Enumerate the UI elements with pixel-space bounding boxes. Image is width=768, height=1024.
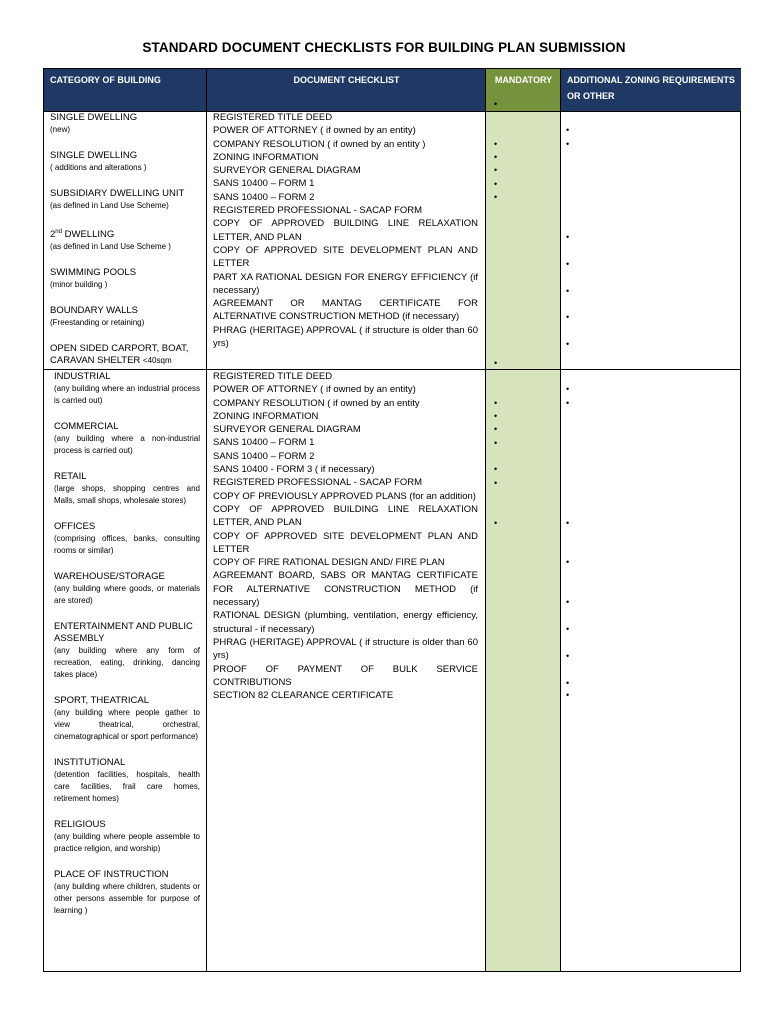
document-item: COPY OF APPROVED BUILDING LINE RELAXATION LETTER, AND PLAN [213, 503, 478, 529]
section-1-documents [213, 111, 478, 350]
additional-bullet: • [566, 384, 570, 394]
mandatory-bullet: • [494, 424, 498, 434]
category-name: SINGLE DWELLING [50, 150, 138, 161]
category-name: SPORT, THEATRICAL [54, 695, 150, 706]
document-item: REGISTERED PROFESSIONAL - SACAP FORM [213, 205, 423, 217]
category-item [50, 188, 200, 212]
additional-bullet: • [566, 624, 570, 634]
additional-bullet: • [566, 557, 570, 567]
mandatory-bullet: • [494, 99, 498, 109]
header-mandatory: MANDATORY [486, 69, 561, 111]
document-item: PHRAG (HERITAGE) APPROVAL ( if structure is older than 60 yrs) [213, 636, 478, 662]
document-item: SANS 10400 - FORM 3 ( if necessary) [213, 464, 375, 476]
category-name: SINGLE DWELLING [50, 112, 138, 123]
page-title: STANDARD DOCUMENT CHECKLISTS FOR BUILDING PLAN SUBMISSION [142, 40, 626, 55]
additional-bullet: • [566, 597, 570, 607]
mandatory-bullet: • [494, 464, 498, 474]
document-item: COPY OF APPROVED BUILDING LINE RELAXATION LETTER, AND PLAN [213, 218, 478, 243]
mandatory-column-bg [486, 111, 561, 971]
additional-bullet: • [566, 398, 570, 408]
category-name: 2nd DWELLING [50, 229, 115, 241]
category-item [54, 421, 200, 457]
category-name: OPEN SIDED CARPORT, BOAT, CARAVAN SHELTER <40sqm [50, 343, 189, 367]
category-item [54, 371, 200, 407]
mandatory-bullet: • [494, 179, 498, 189]
category-description: (as defined in Land Use Scheme ) [50, 242, 171, 252]
mandatory-bullet: • [494, 358, 498, 368]
document-item: SANS 10400 – FORM 2 [213, 450, 315, 462]
category-item [50, 305, 200, 329]
document-item: AGREEMANT BOARD, SABS OR MANTAG CERTIFICATE FOR ALTERNATIVE CONSTRUCTION METHOD (if necessary) [213, 570, 478, 609]
additional-bullet: • [566, 678, 570, 688]
category-name: INDUSTRIAL [54, 371, 111, 382]
mandatory-bullet: • [494, 411, 498, 421]
category-description: (comprising offices, banks, consulting rooms or similar) [54, 534, 200, 555]
additional-bullet: • [566, 125, 570, 135]
additional-bullet: • [566, 232, 570, 242]
additional-bullet: • [566, 259, 570, 269]
category-name: SUBSIDIARY DWELLING UNIT [50, 188, 185, 199]
category-description: (any building where people assemble to practice religion, and worship) [54, 832, 200, 853]
header-category: CATEGORY OF BUILDING [44, 69, 207, 111]
category-description: (any building where goods, or materials are stored) [54, 584, 200, 605]
section-2-documents [213, 370, 478, 702]
document-item: SANS 10400 – FORM 1 [213, 178, 315, 190]
category-item [50, 267, 200, 291]
document-item: COPY OF FIRE RATIONAL DESIGN AND/ FIRE PLAN [213, 557, 445, 569]
document-item: SURVEYOR GENERAL DIAGRAM [213, 165, 361, 177]
document-item: REGISTERED PROFESSIONAL - SACAP FORM [213, 477, 423, 489]
category-description: (any building where an industrial process is carried out) [54, 384, 200, 405]
document-item: PART XA RATIONAL DESIGN FOR ENERGY EFFICIENCY (if necessary) [213, 271, 478, 296]
additional-bullet: • [566, 651, 570, 661]
category-item [50, 150, 200, 174]
category-name: OFFICES [54, 521, 96, 532]
category-item [54, 521, 200, 557]
document-item: ZONING INFORMATION [213, 151, 319, 163]
category-name: INSTITUTIONAL [54, 757, 126, 768]
category-name: SWIMMING POOLS [50, 267, 137, 279]
document-item: PHRAG (HERITAGE) APPROVAL ( if structure is older than 60 yrs) [213, 324, 478, 350]
category-item [54, 819, 200, 855]
category-description: (minor building ) [50, 280, 108, 290]
category-item [54, 621, 200, 681]
category-item [54, 571, 200, 607]
document-item: SANS 10400 – FORM 1 [213, 437, 315, 449]
category-name: RELIGIOUS [54, 819, 106, 830]
category-name: ENTERTAINMENT AND PUBLIC ASSEMBLY [54, 621, 193, 644]
category-item [54, 757, 200, 805]
category-description: (Freestanding or retaining) [50, 318, 145, 328]
document-item: SURVEYOR GENERAL DIAGRAM [213, 424, 361, 436]
mandatory-bullet: • [494, 152, 498, 162]
category-description: (any building where children, students or other persons assemble for purpose of learning ) [54, 882, 200, 915]
category-name: RETAIL [54, 471, 87, 482]
category-description: (any building where a non-industrial process is carried out) [54, 434, 200, 455]
category-item [54, 471, 200, 507]
additional-bullet: • [566, 312, 570, 322]
section-2-categories [54, 371, 200, 931]
additional-bullet: • [566, 286, 570, 296]
category-item [50, 112, 200, 136]
category-description: (any building where any form of recreation, eating, drinking, dancing takes place) [54, 646, 200, 679]
category-description: (any building where people gather to view theatrical, orchestral, cinematographical or sport performance) [54, 708, 200, 741]
document-item: REGISTERED TITLE DEED [213, 112, 333, 123]
additional-bullet: • [566, 339, 570, 349]
category-description: ( additions and alterations ) [50, 163, 147, 172]
document-item: PROOF OF PAYMENT OF BULK SERVICE CONTRIBUTIONS [213, 663, 478, 688]
document-item: REGISTERED TITLE DEED [213, 371, 333, 382]
category-description: (new) [50, 125, 71, 134]
header-additional: ADDITIONAL ZONING REQUIREMENTS OR OTHER [561, 69, 741, 111]
category-item [50, 343, 200, 367]
category-name: BOUNDARY WALLS [50, 305, 138, 317]
additional-bullet: • [566, 690, 570, 700]
document-item: COPY OF PREVIOUSLY APPROVED PLANS (for an addition) [213, 490, 476, 502]
mandatory-bullet: • [494, 518, 498, 528]
category-item [54, 695, 200, 743]
document-item: POWER OF ATTORNEY ( if owned by an entity) [213, 384, 416, 396]
category-description: (as defined in Land Use Scheme) [50, 201, 169, 210]
document-item: POWER OF ATTORNEY ( if owned by an entity) [213, 125, 416, 137]
mandatory-bullet: • [494, 438, 498, 448]
category-name: PLACE OF INSTRUCTION [54, 869, 169, 880]
mandatory-bullet: • [494, 398, 498, 408]
column-divider [206, 69, 207, 971]
category-name: COMMERCIAL [54, 421, 119, 432]
document-item: COPY OF APPROVED SITE DEVELOPMENT PLAN AND LETTER [213, 244, 478, 270]
mandatory-bullet: • [494, 192, 498, 202]
category-description: (large shops, shopping centres and Malls, small shops, wholesale stores) [54, 484, 200, 505]
section-1-categories [50, 112, 200, 381]
document-item: COPY OF APPROVED SITE DEVELOPMENT PLAN AND LETTER [213, 530, 478, 555]
additional-bullet: • [566, 139, 570, 149]
checklist-table [43, 68, 741, 972]
document-item: AGREEMANT OR MANTAG CERTIFICATE FOR ALTERNATIVE CONSTRUCTION METHOD (if necessary) [213, 298, 478, 323]
mandatory-bullet: • [494, 478, 498, 488]
category-description: (detention facilities, hospitals, health care facilities, frail care homes, retirement homes) [54, 770, 200, 803]
document-item: SANS 10400 – FORM 2 [213, 191, 315, 203]
document-item: ZONING INFORMATION [213, 410, 319, 422]
header-document-checklist: DOCUMENT CHECKLIST [207, 69, 486, 111]
document-item: RATIONAL DESIGN (plumbing, ventilation, energy efficiency, structural - if necessary) [213, 610, 478, 635]
mandatory-bullet: • [494, 165, 498, 175]
category-item [50, 226, 200, 253]
mandatory-bullet: • [494, 139, 498, 149]
category-item [54, 869, 200, 917]
document-item: SECTION 82 CLEARANCE CERTIFICATE [213, 690, 394, 702]
document-item: COMPANY RESOLUTION ( if owned by an entity [213, 397, 420, 409]
category-name: WAREHOUSE/STORAGE [54, 571, 165, 582]
column-divider [560, 69, 561, 971]
column-divider [485, 69, 486, 971]
document-item: COMPANY RESOLUTION ( if owned by an entity ) [213, 138, 426, 150]
additional-bullet: • [566, 518, 570, 528]
